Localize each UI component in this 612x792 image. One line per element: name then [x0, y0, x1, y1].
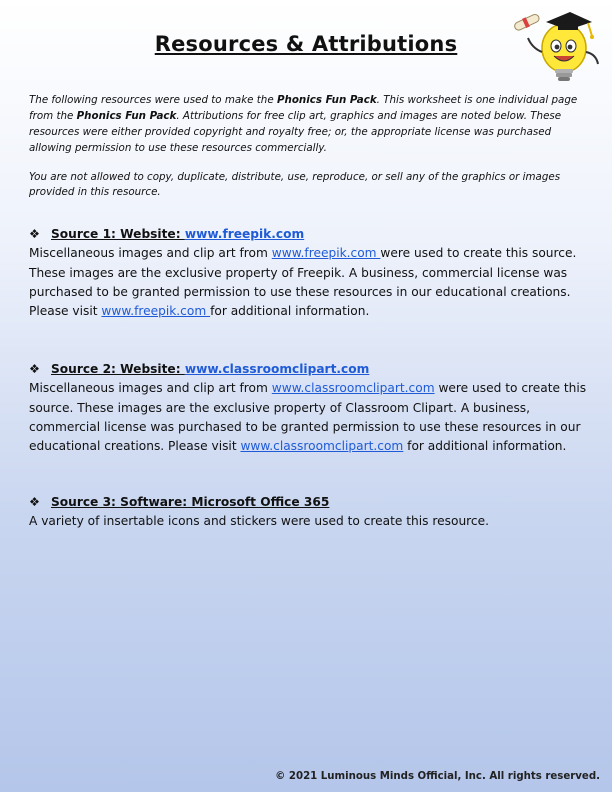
classroomclipart-link[interactable]: www.classroomclipart.com — [271, 381, 435, 396]
copyright-notice: You are not allowed to copy, duplicate, distribute, use, reproduce, or sell any of the graphics or images provided in this resource. — [29, 171, 561, 198]
source-2-section — [29, 360, 589, 456]
freepik-link[interactable]: www.freepik.com — [271, 246, 381, 261]
source-1-description — [29, 244, 589, 321]
diamond-bullet-icon: ❖ — [29, 227, 40, 241]
intro-text-part: . This worksheet is one individual page from the — [29, 94, 578, 122]
copyright-footer: © 2021 Luminous Minds Official, Inc. All rights reserved. — [275, 771, 600, 782]
source-text: Miscellaneous images and clip art from — [29, 246, 272, 261]
classroomclipart-link[interactable]: www.classroomclipart.com — [240, 439, 404, 454]
pack-name: Phonics Fun Pack — [76, 110, 177, 122]
source-3-section — [29, 493, 589, 532]
intro-text — [29, 92, 589, 200]
freepik-link[interactable]: www.freepik.com — [184, 227, 305, 241]
pack-name: Phonics Fun Pack — [276, 94, 377, 106]
source-1-section — [29, 225, 589, 321]
source-text: were used to create this source. These images are the exclusive property of Freepik. A business, commercial license was purchased to be granted permission to use these resources in our educational creations. Please visit — [29, 246, 577, 319]
classroomclipart-link[interactable]: www.classroomclipart.com — [184, 362, 370, 376]
source-2-label: Source 2: Website: — [51, 362, 185, 376]
source-3-description: A variety of insertable icons and stickers were used to create this resource. — [29, 514, 489, 529]
page-title: Resources & Attributions — [154, 32, 458, 56]
intro-text-part: . Attributions for free clip art, graphics and images are noted below. These resources were either provided copyright and royalty free; or, the appropriate license was purchased allowing permission to use these resources commercially. — [29, 110, 562, 154]
intro-paragraph — [29, 92, 589, 156]
source-2-description — [29, 379, 589, 456]
intro-text-part: The following resources were used to make the — [29, 94, 277, 106]
diamond-bullet-icon: ❖ — [29, 362, 40, 376]
source-text: for additional information. — [210, 304, 370, 319]
freepik-link[interactable]: www.freepik.com — [101, 304, 211, 319]
source-3-heading — [29, 493, 589, 512]
source-3-label: Source 3: Software: Microsoft Office 365 — [51, 495, 330, 509]
graduate-lightbulb-mascot-icon — [514, 8, 606, 88]
source-text: for additional information. — [403, 439, 567, 454]
diamond-bullet-icon: ❖ — [29, 495, 40, 509]
source-2-heading — [29, 360, 589, 379]
source-1-heading — [29, 225, 589, 244]
source-1-label: Source 1: Website: — [51, 227, 185, 241]
source-text: Miscellaneous images and clip art from — [29, 381, 272, 396]
source-text: were used to create this source. These images are the exclusive property of Classroom Clipart. A business, commercial license was purchased to be granted permission to use these resources in our educational creations. Please visit — [29, 381, 587, 454]
